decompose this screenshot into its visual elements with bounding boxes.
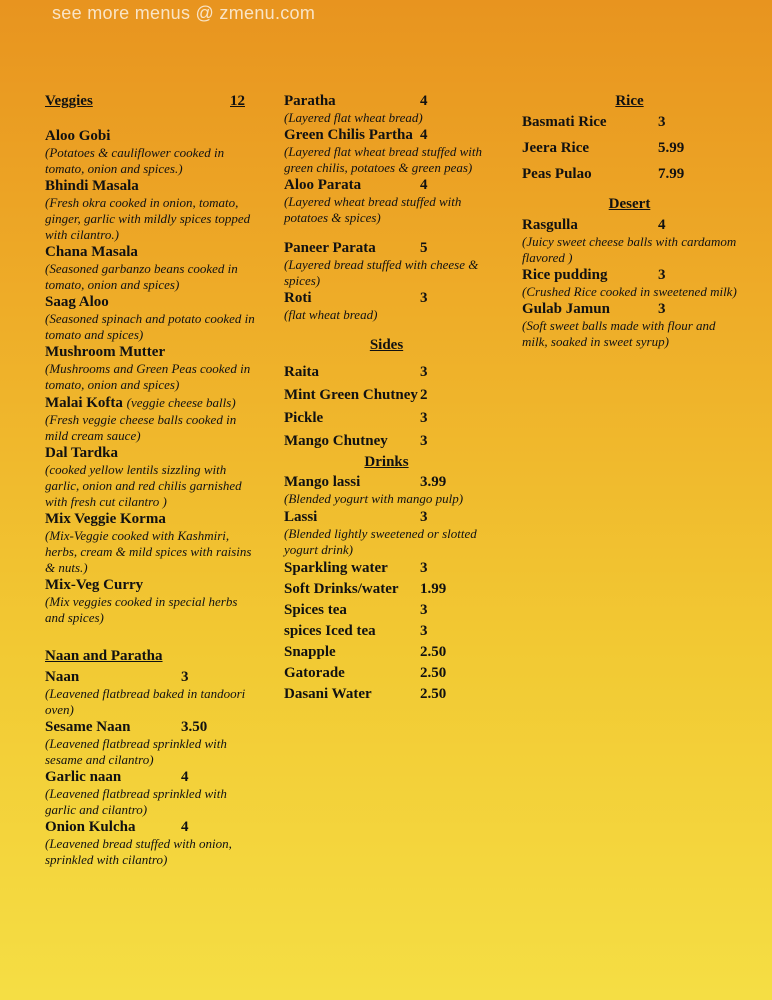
section-header-rice	[522, 93, 737, 110]
menu-item-header	[45, 719, 260, 736]
menu-item-name: Sesame Naan	[45, 719, 131, 735]
menu-item-name: Aloo Parata	[284, 177, 362, 193]
menu-item-header	[45, 394, 260, 412]
menu-item-price: 1.99	[420, 581, 447, 597]
menu-item-name: Green Chilis Partha	[284, 127, 413, 143]
menu-item-mint-green-chutney	[284, 387, 489, 404]
menu-item-price: 3	[420, 623, 428, 639]
section-title: Veggies	[45, 93, 93, 109]
menu-item-header	[522, 217, 737, 234]
menu-item-name: Onion Kulcha	[45, 819, 136, 835]
menu-item-name: Garlic naan	[45, 769, 122, 785]
menu-item-description: (Leavened flatbread baked in tandoori oven)	[45, 686, 246, 717]
section-title: Rice	[615, 93, 644, 109]
menu-item-green-chilis-partha	[284, 127, 489, 176]
menu-item-roti	[284, 290, 489, 323]
menu-item-header	[45, 344, 260, 361]
menu-item-pickle	[284, 410, 489, 427]
menu-item-name: Dal Tardka	[45, 445, 118, 461]
menu-item-header	[284, 290, 489, 307]
menu-item-header	[284, 93, 489, 110]
menu-item-name: Pickle	[284, 410, 324, 426]
menu-item-price: 3	[181, 669, 189, 685]
menu-item-description: (flat wheat bread)	[284, 307, 378, 322]
menu-column-3	[522, 93, 737, 351]
menu-item-header	[284, 433, 489, 450]
menu-item-mix-veggie-korma	[45, 511, 260, 576]
menu-item-description: (Seasoned spinach and potato cooked in tomato and spices)	[45, 311, 255, 342]
menu-item-name: Rice pudding	[522, 267, 608, 283]
menu-item-soft-drinks-water	[284, 581, 489, 598]
menu-item-header	[522, 301, 737, 318]
menu-item-snapple	[284, 644, 489, 661]
menu-item-description: (Mix veggies cooked in special herbs and spices)	[45, 594, 238, 625]
menu-item-price: 4	[181, 769, 189, 785]
menu-item-header	[284, 509, 489, 526]
menu-item-description: (Layered wheat bread stuffed with potatoes & spices)	[284, 194, 462, 225]
menu-item-name: Mango Chutney	[284, 433, 388, 449]
menu-item-name: Saag Aloo	[45, 294, 109, 310]
menu-item-name: Spices tea	[284, 602, 347, 618]
menu-item-mango-chutney	[284, 433, 489, 450]
menu-item-paneer-parata	[284, 240, 489, 289]
menu-column-2	[284, 93, 489, 707]
menu-item-description: (Fresh veggie cheese balls cooked in mild cream sauce)	[45, 412, 237, 443]
section-title: Drinks	[364, 454, 409, 470]
menu-item-header	[45, 445, 260, 462]
menu-item-name: Dasani Water	[284, 686, 372, 702]
menu-item-name: Gulab Jamun	[522, 301, 610, 317]
section-header-veggies	[45, 93, 260, 110]
menu-item-dal-tardka	[45, 445, 260, 510]
menu-item-price: 4	[181, 819, 189, 835]
menu-item-description: (Blended lightly sweetened or slotted yogurt drink)	[284, 526, 477, 557]
sides-list	[284, 364, 489, 450]
menu-item-mix-veg-curry	[45, 577, 260, 626]
menu-item-description: (Blended yogurt with mango pulp)	[284, 491, 464, 506]
menu-item-header	[45, 577, 260, 594]
section-title: Desert	[608, 196, 651, 212]
menu-item-price: 4	[420, 93, 428, 109]
menu-item-saag-aloo	[45, 294, 260, 343]
menu-item-description: (cooked yellow lentils sizzling with garlic, onion and red chilis garnished with fresh cut cilantro )	[45, 462, 242, 509]
menu-item-header	[284, 364, 489, 381]
menu-column-1	[45, 93, 260, 869]
menu-item-dasani-water	[284, 686, 489, 703]
menu-item-header	[284, 240, 489, 257]
menu-item-name: spices Iced tea	[284, 623, 376, 639]
menu-item-garlic-naan	[45, 769, 260, 818]
menu-item-aloo-parata	[284, 177, 489, 226]
menu-item-header	[284, 387, 489, 404]
rice-list	[522, 114, 737, 183]
menu-item-name: Raita	[284, 364, 319, 380]
menu-item-mushroom-mutter	[45, 344, 260, 393]
menu-item-lassi	[284, 509, 489, 558]
menu-item-spices-iced-tea	[284, 623, 489, 640]
menu-item-price: 3	[420, 364, 428, 380]
menu-item-description: (Mix-Veggie cooked with Kashmiri, herbs, cream & mild spices with raisins & nuts.)	[45, 528, 252, 575]
menu-item-name: Rasgulla	[522, 217, 578, 233]
menu-item-name: Mushroom Mutter	[45, 344, 166, 360]
menu-item-header	[284, 127, 489, 144]
menu-item-gulab-jamun	[522, 301, 737, 350]
menu-item-header	[522, 166, 737, 183]
menu-item-description: (Fresh okra cooked in onion, tomato, ginger, garlic with mildly spices topped with cilantro.)	[45, 195, 251, 242]
menu-item-price: 3	[420, 560, 428, 576]
menu-item-name: Peas Pulao	[522, 166, 592, 182]
menu-item-header	[284, 560, 489, 577]
section-title: Naan and Paratha	[45, 648, 163, 664]
section-price: 12	[230, 93, 245, 109]
menu-item-name: Mix Veggie Korma	[45, 511, 166, 527]
menu-item-paratha	[284, 93, 489, 126]
menu-item-description: (Leavened flatbread sprinkled with sesame and cilantro)	[45, 736, 227, 767]
menu-item-header	[522, 114, 737, 131]
menu-item-description: (Seasoned garbanzo beans cooked in tomato, onion and spices)	[45, 261, 238, 292]
menu-item-price: 3	[420, 433, 428, 449]
menu-item-price: 5	[420, 240, 428, 256]
menu-item-header	[284, 474, 489, 491]
menu-item-price: 7.99	[658, 166, 685, 182]
menu-item-spices-tea	[284, 602, 489, 619]
menu-item-bhindi-masala	[45, 178, 260, 243]
menu-item-name: Malai Kofta	[45, 395, 123, 411]
menu-item-description: (Soft sweet balls made with flour and milk, soaked in sweet syrup)	[522, 318, 716, 349]
menu-item-raita	[284, 364, 489, 381]
menu-item-header	[284, 602, 489, 619]
menu-item-naan	[45, 669, 260, 718]
menu-item-header	[522, 140, 737, 157]
menu-item-description: (Leavened bread stuffed with onion, sprinkled with cilantro)	[45, 836, 232, 867]
section-header-drinks	[284, 454, 489, 471]
veggies-list	[45, 128, 260, 626]
menu-item-header	[284, 644, 489, 661]
menu-item-price: 3	[420, 290, 428, 306]
menu-item-description: (Leavened flatbread sprinkled with garlic and cilantro)	[45, 786, 227, 817]
section-header-desert	[522, 196, 737, 213]
menu-item-jeera-rice	[522, 140, 737, 157]
menu-item-rasgulla	[522, 217, 737, 266]
menu-item-price: 2.50	[420, 665, 447, 681]
menu-item-malai-kofta	[45, 394, 260, 444]
menu-item-name: Aloo Gobi	[45, 128, 111, 144]
menu-item-price: 2.50	[420, 686, 447, 702]
menu-item-name: Mango lassi	[284, 474, 361, 490]
watermark: see more menus @ zmenu.com	[52, 3, 316, 23]
menu-item-name: Naan	[45, 669, 80, 685]
menu-item-name: Bhindi Masala	[45, 178, 139, 194]
menu-item-description: (Mushrooms and Green Peas cooked in tomato, onion and spices)	[45, 361, 251, 392]
paratha-list	[284, 93, 489, 323]
menu-item-sesame-naan	[45, 719, 260, 768]
menu-item-description: (Layered flat wheat bread stuffed with green chilis, potatoes & green peas)	[284, 144, 482, 175]
menu-item-header	[284, 686, 489, 703]
menu-item-name: Paneer Parata	[284, 240, 376, 256]
menu-item-price: 3	[420, 602, 428, 618]
menu-item-price: 3.50	[181, 719, 208, 735]
section-header-sides	[284, 337, 489, 354]
menu-item-name: Paratha	[284, 93, 336, 109]
menu-item-header	[45, 178, 260, 195]
menu-item-chana-masala	[45, 244, 260, 293]
menu-item-price: 2.50	[420, 644, 447, 660]
menu-item-name: Soft Drinks/water	[284, 581, 399, 597]
menu-item-price: 5.99	[658, 140, 685, 156]
menu-item-onion-kulcha	[45, 819, 260, 868]
menu-item-price: 3	[658, 301, 666, 317]
menu-item-description: (Layered flat wheat bread)	[284, 110, 423, 125]
menu-item-header	[45, 669, 260, 686]
menu-item-price: 3	[658, 267, 666, 283]
menu-item-description: (Layered bread stuffed with cheese & spices)	[284, 257, 479, 288]
menu-item-rice-pudding	[522, 267, 737, 300]
menu-item-name: Mix-Veg Curry	[45, 577, 144, 593]
menu-item-name: Jeera Rice	[522, 140, 590, 156]
menu-item-name: Chana Masala	[45, 244, 138, 260]
menu-item-price: 4	[420, 127, 428, 143]
menu-item-name: Gatorade	[284, 665, 345, 681]
menu-item-header	[284, 665, 489, 682]
menu-item-header	[284, 177, 489, 194]
menu-item-header	[284, 623, 489, 640]
menu-item-price: 3	[420, 410, 428, 426]
menu-item-name: Sparkling water	[284, 560, 388, 576]
menu-item-description: (Crushed Rice cooked in sweetened milk)	[522, 284, 737, 299]
drinks-list	[284, 474, 489, 703]
desert-list	[522, 217, 737, 350]
menu-item-header	[45, 244, 260, 261]
menu-item-mango-lassi	[284, 474, 489, 507]
naan-list	[45, 669, 260, 868]
menu-item-price: 4	[420, 177, 428, 193]
menu-item-price: 3	[420, 509, 428, 525]
menu-item-price: 3	[658, 114, 666, 130]
section-header-naan	[45, 648, 260, 665]
menu-item-peas-pulao	[522, 166, 737, 183]
menu-item-header	[45, 511, 260, 528]
menu-item-price: 4	[658, 217, 666, 233]
menu-item-description: (Juicy sweet cheese balls with cardamom flavored )	[522, 234, 737, 265]
section-title: Sides	[369, 337, 404, 353]
menu-item-name: Lassi	[284, 509, 318, 525]
menu-item-sparkling-water	[284, 560, 489, 577]
menu-item-header	[284, 410, 489, 427]
menu-item-name: Snapple	[284, 644, 336, 660]
menu-item-name: Mint Green Chutney	[284, 387, 418, 403]
menu-item-description: (Potatoes & cauliflower cooked in tomato, onion and spices.)	[45, 145, 225, 176]
menu-item-header	[284, 581, 489, 598]
menu-item-price: 2	[420, 387, 428, 403]
menu-item-header	[45, 769, 260, 786]
menu-item-basmati-rice	[522, 114, 737, 131]
menu-item-gatorade	[284, 665, 489, 682]
menu-item-header	[45, 819, 260, 836]
menu-item-header	[45, 128, 260, 145]
menu-item-header	[522, 267, 737, 284]
menu-item-aloo-gobi	[45, 128, 260, 177]
menu-item-note: (veggie cheese balls)	[126, 395, 236, 410]
menu-item-price: 3.99	[420, 474, 447, 490]
menu-item-name: Basmati Rice	[522, 114, 607, 130]
menu-item-name: Roti	[284, 290, 312, 306]
menu-item-header	[45, 294, 260, 311]
